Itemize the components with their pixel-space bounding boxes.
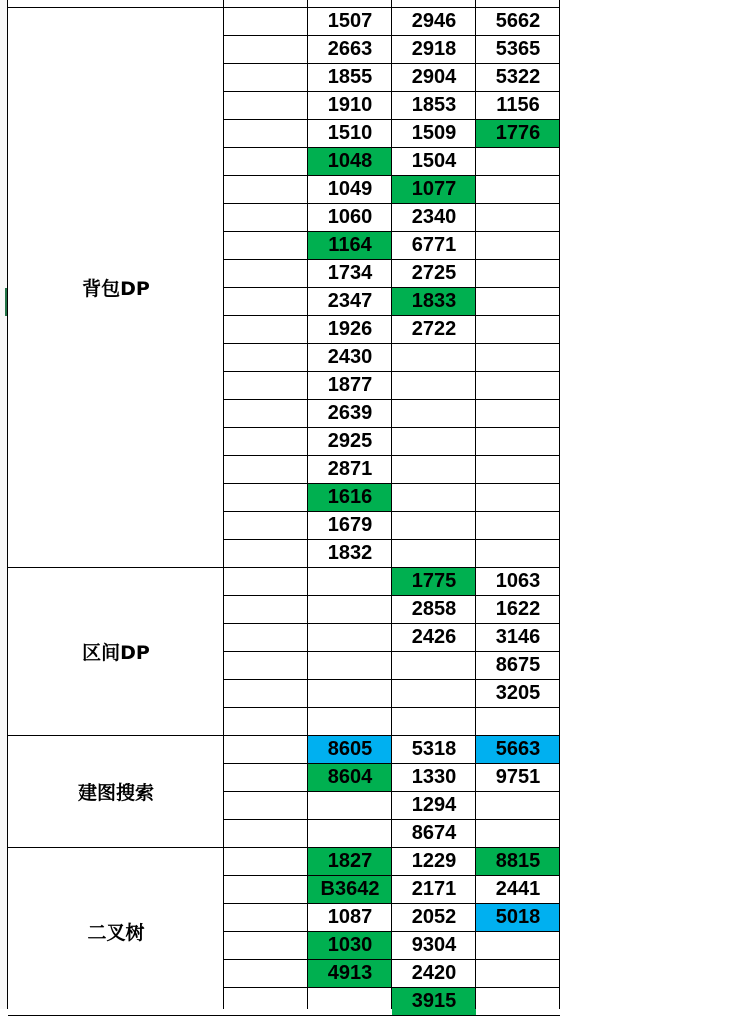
- top-gridline: [7, 7, 560, 8]
- problem-id-cell[interactable]: 8675: [476, 652, 560, 680]
- problem-id-cell[interactable]: 1877: [308, 372, 392, 400]
- blank-cell[interactable]: [476, 988, 560, 1016]
- blank-cell[interactable]: [308, 680, 392, 708]
- blank-cell[interactable]: [224, 876, 308, 904]
- problem-id-cell[interactable]: 1060: [308, 204, 392, 232]
- problem-id-cell[interactable]: 1832: [308, 540, 392, 568]
- blank-cell[interactable]: [224, 652, 308, 680]
- problem-id-cell[interactable]: 1063: [476, 568, 560, 596]
- problem-id-cell[interactable]: 5663: [476, 736, 560, 764]
- blank-cell[interactable]: [224, 988, 308, 1016]
- blank-cell[interactable]: [476, 288, 560, 316]
- blank-cell[interactable]: [224, 596, 308, 624]
- blank-cell[interactable]: [476, 260, 560, 288]
- blank-cell[interactable]: [308, 596, 392, 624]
- blank-cell[interactable]: [224, 36, 308, 64]
- column-gridline: [475, 0, 476, 1009]
- blank-cell[interactable]: [224, 540, 308, 568]
- blank-cell[interactable]: [476, 512, 560, 540]
- blank-cell[interactable]: [476, 792, 560, 820]
- problem-id-cell[interactable]: 1509: [392, 120, 476, 148]
- blank-cell[interactable]: [224, 484, 308, 512]
- blank-cell[interactable]: [224, 512, 308, 540]
- blank-cell[interactable]: [476, 372, 560, 400]
- category-cell-graph-search[interactable]: [8, 735, 224, 848]
- problem-id-cell[interactable]: 5018: [476, 904, 560, 932]
- blank-cell[interactable]: [392, 652, 476, 680]
- column-gridline: [559, 0, 560, 1009]
- problem-id-cell[interactable]: 5365: [476, 36, 560, 64]
- problem-id-cell[interactable]: 5322: [476, 64, 560, 92]
- category-cell-knapsack-dp[interactable]: [8, 7, 224, 568]
- problem-id-cell[interactable]: 2347: [308, 288, 392, 316]
- blank-cell[interactable]: [224, 736, 308, 764]
- blank-cell[interactable]: [224, 456, 308, 484]
- blank-cell[interactable]: [392, 680, 476, 708]
- problem-id-cell[interactable]: 1776: [476, 120, 560, 148]
- problem-id-cell[interactable]: 3146: [476, 624, 560, 652]
- problem-id-cell[interactable]: 8674: [392, 820, 476, 848]
- blank-cell[interactable]: [392, 456, 476, 484]
- blank-cell[interactable]: [308, 792, 392, 820]
- blank-cell[interactable]: [224, 400, 308, 428]
- problem-id-cell[interactable]: 2441: [476, 876, 560, 904]
- blank-cell[interactable]: [392, 540, 476, 568]
- blank-cell[interactable]: [392, 484, 476, 512]
- blank-cell[interactable]: [224, 316, 308, 344]
- blank-cell[interactable]: [476, 456, 560, 484]
- problem-id-cell[interactable]: 2426: [392, 624, 476, 652]
- blank-cell[interactable]: [476, 960, 560, 988]
- problem-id-cell[interactable]: 2858: [392, 596, 476, 624]
- problem-id-cell[interactable]: 4913: [308, 960, 392, 988]
- problem-id-cell[interactable]: 2725: [392, 260, 476, 288]
- problem-id-cell[interactable]: 1048: [308, 148, 392, 176]
- problem-id-cell[interactable]: 9304: [392, 932, 476, 960]
- problem-id-cell[interactable]: 1926: [308, 316, 392, 344]
- blank-cell[interactable]: [476, 820, 560, 848]
- blank-cell[interactable]: [308, 568, 392, 596]
- problem-id-cell[interactable]: 3205: [476, 680, 560, 708]
- problem-id-cell[interactable]: 1510: [308, 120, 392, 148]
- blank-cell[interactable]: [392, 372, 476, 400]
- problem-id-cell[interactable]: 1853: [392, 92, 476, 120]
- problem-id-cell[interactable]: 6771: [392, 232, 476, 260]
- blank-cell[interactable]: [392, 344, 476, 372]
- blank-cell[interactable]: [224, 8, 308, 36]
- problem-id-cell[interactable]: 1294: [392, 792, 476, 820]
- problem-id-cell[interactable]: 2871: [308, 456, 392, 484]
- problem-id-cell[interactable]: 1156: [476, 92, 560, 120]
- blank-cell[interactable]: [476, 148, 560, 176]
- blank-cell[interactable]: [308, 652, 392, 680]
- problem-id-cell[interactable]: 1855: [308, 64, 392, 92]
- blank-cell[interactable]: [476, 484, 560, 512]
- problem-id-cell[interactable]: 2430: [308, 344, 392, 372]
- blank-cell[interactable]: [392, 512, 476, 540]
- blank-cell[interactable]: [224, 148, 308, 176]
- problem-id-cell[interactable]: 2918: [392, 36, 476, 64]
- problem-id-cell[interactable]: 8605: [308, 736, 392, 764]
- blank-cell[interactable]: [476, 176, 560, 204]
- category-label: 区间DP: [82, 641, 150, 664]
- problem-id-cell[interactable]: 1087: [308, 904, 392, 932]
- blank-cell[interactable]: [224, 848, 308, 876]
- problem-id-cell[interactable]: 1622: [476, 596, 560, 624]
- blank-cell[interactable]: [224, 64, 308, 92]
- problem-id-cell[interactable]: 1616: [308, 484, 392, 512]
- blank-cell[interactable]: [224, 204, 308, 232]
- blank-cell[interactable]: [224, 260, 308, 288]
- row-header-strip: [0, 0, 7, 1009]
- category-cell-interval-dp[interactable]: [8, 567, 224, 736]
- blank-cell[interactable]: [476, 232, 560, 260]
- problem-id-cell[interactable]: 2639: [308, 400, 392, 428]
- blank-cell[interactable]: [476, 400, 560, 428]
- blank-cell[interactable]: [224, 764, 308, 792]
- blank-cell[interactable]: [224, 820, 308, 848]
- problem-id-cell[interactable]: 2420: [392, 960, 476, 988]
- blank-cell[interactable]: [308, 624, 392, 652]
- blank-cell[interactable]: [224, 932, 308, 960]
- blank-cell[interactable]: [392, 428, 476, 456]
- problem-id-cell[interactable]: 1734: [308, 260, 392, 288]
- problem-id-cell[interactable]: 9751: [476, 764, 560, 792]
- problem-id-cell[interactable]: 1775: [392, 568, 476, 596]
- problem-id-cell[interactable]: 2052: [392, 904, 476, 932]
- blank-cell[interactable]: [224, 680, 308, 708]
- blank-cell[interactable]: [476, 540, 560, 568]
- blank-cell[interactable]: [224, 428, 308, 456]
- blank-cell[interactable]: [476, 932, 560, 960]
- blank-cell[interactable]: [476, 708, 560, 736]
- blank-cell[interactable]: [224, 176, 308, 204]
- blank-cell[interactable]: [476, 428, 560, 456]
- blank-cell[interactable]: [224, 344, 308, 372]
- problem-id-cell[interactable]: 1330: [392, 764, 476, 792]
- blank-cell[interactable]: [308, 708, 392, 736]
- blank-cell[interactable]: [392, 708, 476, 736]
- column-gridline: [223, 0, 224, 1009]
- column-gridline: [7, 0, 8, 1009]
- blank-cell[interactable]: [476, 316, 560, 344]
- blank-cell[interactable]: [224, 624, 308, 652]
- problem-id-cell[interactable]: 1504: [392, 148, 476, 176]
- category-label: 建图搜索: [77, 781, 154, 804]
- blank-cell[interactable]: [392, 400, 476, 428]
- column-gridline: [391, 0, 392, 1009]
- blank-cell[interactable]: [308, 988, 392, 1016]
- problem-id-cell[interactable]: 1049: [308, 176, 392, 204]
- problem-id-cell[interactable]: 1827: [308, 848, 392, 876]
- problem-id-cell[interactable]: 1910: [308, 92, 392, 120]
- blank-cell[interactable]: [224, 792, 308, 820]
- problem-id-cell[interactable]: 2946: [392, 8, 476, 36]
- blank-cell[interactable]: [224, 288, 308, 316]
- blank-cell[interactable]: [224, 92, 308, 120]
- problem-id-cell[interactable]: 8604: [308, 764, 392, 792]
- problem-id-cell[interactable]: 2925: [308, 428, 392, 456]
- blank-cell[interactable]: [476, 204, 560, 232]
- category-cell-binary-tree[interactable]: [8, 847, 224, 1016]
- problem-id-cell[interactable]: B3642: [308, 876, 392, 904]
- problem-id-cell[interactable]: 1164: [308, 232, 392, 260]
- category-label: 二叉树: [87, 921, 145, 944]
- blank-cell[interactable]: [224, 372, 308, 400]
- problem-id-cell[interactable]: 5318: [392, 736, 476, 764]
- blank-cell[interactable]: [224, 708, 308, 736]
- category-label: 背包DP: [82, 278, 150, 300]
- blank-cell[interactable]: [224, 232, 308, 260]
- column-gridline: [307, 0, 308, 1009]
- problem-id-cell[interactable]: 1077: [392, 176, 476, 204]
- problem-id-cell[interactable]: 1507: [308, 8, 392, 36]
- blank-cell[interactable]: [224, 960, 308, 988]
- blank-cell[interactable]: [308, 820, 392, 848]
- blank-cell[interactable]: [224, 568, 308, 596]
- problem-id-cell[interactable]: 2663: [308, 36, 392, 64]
- blank-cell[interactable]: [224, 120, 308, 148]
- problem-id-cell[interactable]: 2171: [392, 876, 476, 904]
- problem-id-cell[interactable]: 1679: [308, 512, 392, 540]
- problem-id-cell[interactable]: 2904: [392, 64, 476, 92]
- problem-id-cell[interactable]: 8815: [476, 848, 560, 876]
- blank-cell[interactable]: [224, 904, 308, 932]
- blank-cell[interactable]: [476, 344, 560, 372]
- problem-id-cell[interactable]: 3915: [392, 988, 476, 1016]
- problem-id-cell[interactable]: 1030: [308, 932, 392, 960]
- problem-id-cell[interactable]: 2340: [392, 204, 476, 232]
- problem-id-cell[interactable]: 5662: [476, 8, 560, 36]
- problem-id-cell[interactable]: 2722: [392, 316, 476, 344]
- problem-id-cell[interactable]: 1229: [392, 848, 476, 876]
- problem-id-cell[interactable]: 1833: [392, 288, 476, 316]
